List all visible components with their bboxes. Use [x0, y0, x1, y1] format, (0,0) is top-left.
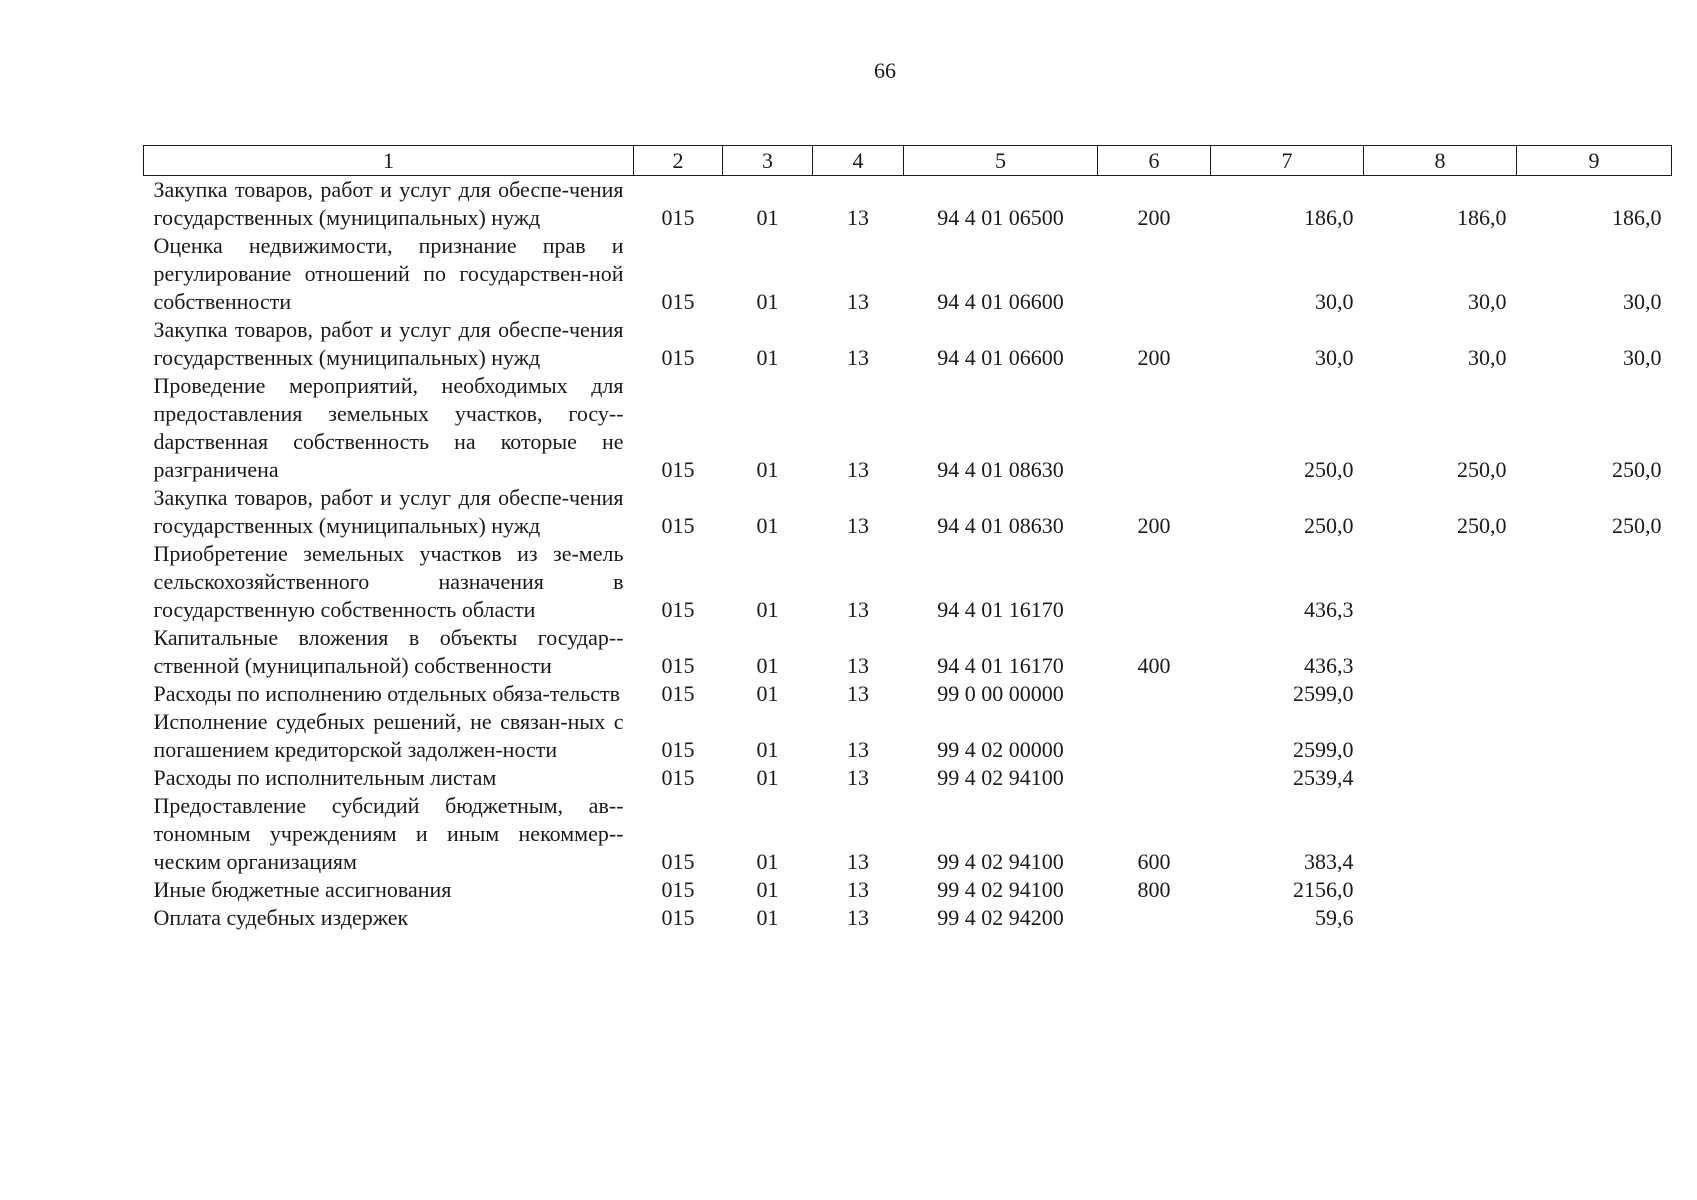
column-header: 9 — [1517, 146, 1672, 176]
cell-col-7: 2599,0 — [1293, 737, 1354, 762]
cell-col-7: 30,0 — [1315, 289, 1354, 314]
cell-col-9: 186,0 — [1612, 205, 1662, 230]
cell-col-4: 13 — [847, 681, 869, 706]
cell-col-3: 01 — [756, 597, 779, 622]
cell-col-3: 01 — [756, 289, 779, 314]
row-description: Приобретение земельных участков из зе-мель сельскохозяйственного назначения в государственную собственность области — [153, 541, 624, 622]
cell-col-6: 200 — [1137, 513, 1171, 538]
table-row — [144, 540, 1672, 624]
cell-col-8 — [1364, 904, 1517, 932]
cell-col-6 — [1098, 372, 1211, 484]
cell-col-4: 13 — [847, 737, 869, 762]
budget-table — [143, 145, 1672, 932]
cell-col-9 — [1517, 764, 1672, 792]
cell-col-8 — [1364, 708, 1517, 764]
cell-col-3: 01 — [756, 457, 779, 482]
cell-col-8 — [1364, 876, 1517, 904]
cell-col-2: 015 — [661, 513, 695, 538]
cell-col-5: 94 4 01 06600 — [937, 345, 1064, 370]
cell-col-6: 400 — [1137, 653, 1171, 678]
header-row — [144, 146, 1672, 176]
cell-col-6: 600 — [1137, 849, 1171, 874]
row-description: Предоставление субсидий бюджетным, ав-тономным учреждениям и иным некоммер-ческим организациям — [153, 793, 624, 874]
cell-col-7: 2539,4 — [1293, 765, 1354, 790]
cell-col-5: 99 4 02 94100 — [937, 849, 1064, 874]
cell-col-4: 13 — [847, 653, 869, 678]
cell-col-2: 015 — [661, 457, 695, 482]
cell-col-8: 250,0 — [1457, 457, 1507, 482]
row-description: Исполнение судебных решений, не связан-ных с погашением кредиторской задолжен-ности — [153, 709, 624, 762]
row-description: Расходы по исполнению отдельных обяза-тельств — [153, 681, 621, 706]
row-description: Проведение мероприятий, необходимых для предоставления земельных участков, госу-dарственная собственность на которые не разграничена — [153, 373, 624, 482]
cell-col-8 — [1364, 624, 1517, 680]
table-row — [144, 316, 1672, 372]
cell-col-4: 13 — [847, 457, 869, 482]
table-row — [144, 232, 1672, 316]
cell-col-7: 2599,0 — [1293, 681, 1354, 706]
cell-col-8: 30,0 — [1468, 345, 1507, 370]
cell-col-2: 015 — [661, 289, 695, 314]
cell-col-7: 59,6 — [1315, 905, 1354, 930]
cell-col-9 — [1517, 624, 1672, 680]
cell-col-4: 13 — [847, 765, 869, 790]
cell-col-3: 01 — [756, 765, 779, 790]
cell-col-9 — [1517, 680, 1672, 708]
cell-col-4: 13 — [847, 205, 869, 230]
cell-col-2: 015 — [661, 597, 695, 622]
cell-col-3: 01 — [756, 205, 779, 230]
cell-col-7: 436,3 — [1304, 597, 1354, 622]
cell-col-6 — [1098, 904, 1211, 932]
cell-col-3: 01 — [756, 849, 779, 874]
row-description: Закупка товаров, работ и услуг для обеспе-чения государственных (муниципальных) нужд — [153, 485, 624, 538]
cell-col-4: 13 — [847, 877, 869, 902]
cell-col-6 — [1098, 764, 1211, 792]
cell-col-3: 01 — [756, 653, 779, 678]
cell-col-8 — [1364, 764, 1517, 792]
table-row — [144, 792, 1672, 876]
cell-col-3: 01 — [756, 877, 779, 902]
cell-col-2: 015 — [661, 765, 695, 790]
column-header: 7 — [1211, 146, 1364, 176]
cell-col-5: 99 4 02 94100 — [937, 765, 1064, 790]
column-header: 1 — [144, 146, 634, 176]
cell-col-6 — [1098, 540, 1211, 624]
cell-col-5: 99 4 02 94100 — [937, 877, 1064, 902]
cell-col-3: 01 — [756, 681, 779, 706]
table-row — [144, 372, 1672, 484]
column-header: 5 — [904, 146, 1098, 176]
cell-col-9: 30,0 — [1623, 289, 1662, 314]
cell-col-6: 200 — [1137, 205, 1171, 230]
cell-col-2: 015 — [661, 653, 695, 678]
cell-col-8 — [1364, 792, 1517, 876]
cell-col-9 — [1517, 708, 1672, 764]
cell-col-6: 800 — [1137, 877, 1171, 902]
cell-col-5: 99 4 02 94200 — [937, 905, 1064, 930]
table-row — [144, 484, 1672, 540]
table-row — [144, 624, 1672, 680]
cell-col-3: 01 — [756, 905, 779, 930]
table-row — [144, 708, 1672, 764]
cell-col-3: 01 — [756, 737, 779, 762]
cell-col-4: 13 — [847, 513, 869, 538]
cell-col-4: 13 — [847, 849, 869, 874]
cell-col-2: 015 — [661, 205, 695, 230]
cell-col-6 — [1098, 232, 1211, 316]
table-row — [144, 876, 1672, 904]
cell-col-5: 94 4 01 06600 — [937, 289, 1064, 314]
cell-col-8: 186,0 — [1457, 205, 1507, 230]
table-row — [144, 176, 1672, 233]
cell-col-7: 250,0 — [1304, 457, 1354, 482]
table-row — [144, 764, 1672, 792]
cell-col-9 — [1517, 540, 1672, 624]
cell-col-3: 01 — [756, 345, 779, 370]
cell-col-2: 015 — [661, 849, 695, 874]
page-number: 66 — [874, 58, 896, 83]
cell-col-3: 01 — [756, 513, 779, 538]
cell-col-6 — [1098, 680, 1211, 708]
cell-col-7: 30,0 — [1315, 345, 1354, 370]
row-description: Иные бюджетные ассигнования — [153, 877, 452, 902]
cell-col-6 — [1098, 708, 1211, 764]
cell-col-9 — [1517, 904, 1672, 932]
cell-col-5: 94 4 01 06500 — [937, 205, 1064, 230]
cell-col-5: 94 4 01 16170 — [937, 597, 1064, 622]
cell-col-7: 250,0 — [1304, 513, 1354, 538]
row-description: Закупка товаров, работ и услуг для обеспе-чения государственных (муниципальных) нужд — [153, 317, 624, 370]
table-row — [144, 680, 1672, 708]
cell-col-4: 13 — [847, 345, 869, 370]
cell-col-8: 250,0 — [1457, 513, 1507, 538]
cell-col-9: 250,0 — [1612, 457, 1662, 482]
cell-col-4: 13 — [847, 905, 869, 930]
cell-col-2: 015 — [661, 905, 695, 930]
cell-col-7: 436,3 — [1304, 653, 1354, 678]
table-row — [144, 904, 1672, 932]
cell-col-9: 250,0 — [1612, 513, 1662, 538]
cell-col-8: 30,0 — [1468, 289, 1507, 314]
column-header: 8 — [1364, 146, 1517, 176]
column-header: 2 — [634, 146, 723, 176]
cell-col-4: 13 — [847, 597, 869, 622]
cell-col-2: 015 — [661, 877, 695, 902]
cell-col-5: 94 4 01 16170 — [937, 653, 1064, 678]
cell-col-5: 99 4 02 00000 — [937, 737, 1064, 762]
cell-col-9 — [1517, 792, 1672, 876]
cell-col-5: 99 0 00 00000 — [937, 681, 1064, 706]
cell-col-4: 13 — [847, 289, 869, 314]
column-header: 4 — [813, 146, 904, 176]
cell-col-9: 30,0 — [1623, 345, 1662, 370]
row-description: Оплата судебных издержек — [153, 905, 409, 930]
cell-col-7: 2156,0 — [1293, 877, 1354, 902]
cell-col-9 — [1517, 876, 1672, 904]
cell-col-2: 015 — [661, 737, 695, 762]
row-description: Расходы по исполнительным листам — [153, 765, 497, 790]
cell-col-7: 383,4 — [1304, 849, 1354, 874]
cell-col-2: 015 — [661, 681, 695, 706]
cell-col-8 — [1364, 680, 1517, 708]
column-header: 3 — [723, 146, 813, 176]
cell-col-5: 94 4 01 08630 — [937, 457, 1064, 482]
cell-col-7: 186,0 — [1304, 205, 1354, 230]
cell-col-5: 94 4 01 08630 — [937, 513, 1064, 538]
row-description: Оценка недвижимости, признание прав и регулирование отношений по государствен-ной собственности — [153, 233, 624, 314]
column-header: 6 — [1098, 146, 1211, 176]
row-description: Закупка товаров, работ и услуг для обеспе-чения государственных (муниципальных) нужд — [153, 177, 624, 230]
cell-col-8 — [1364, 540, 1517, 624]
cell-col-2: 015 — [661, 345, 695, 370]
row-description: Капитальные вложения в объекты государ-ственной (муниципальной) собственности — [153, 625, 624, 678]
cell-col-6: 200 — [1137, 345, 1171, 370]
